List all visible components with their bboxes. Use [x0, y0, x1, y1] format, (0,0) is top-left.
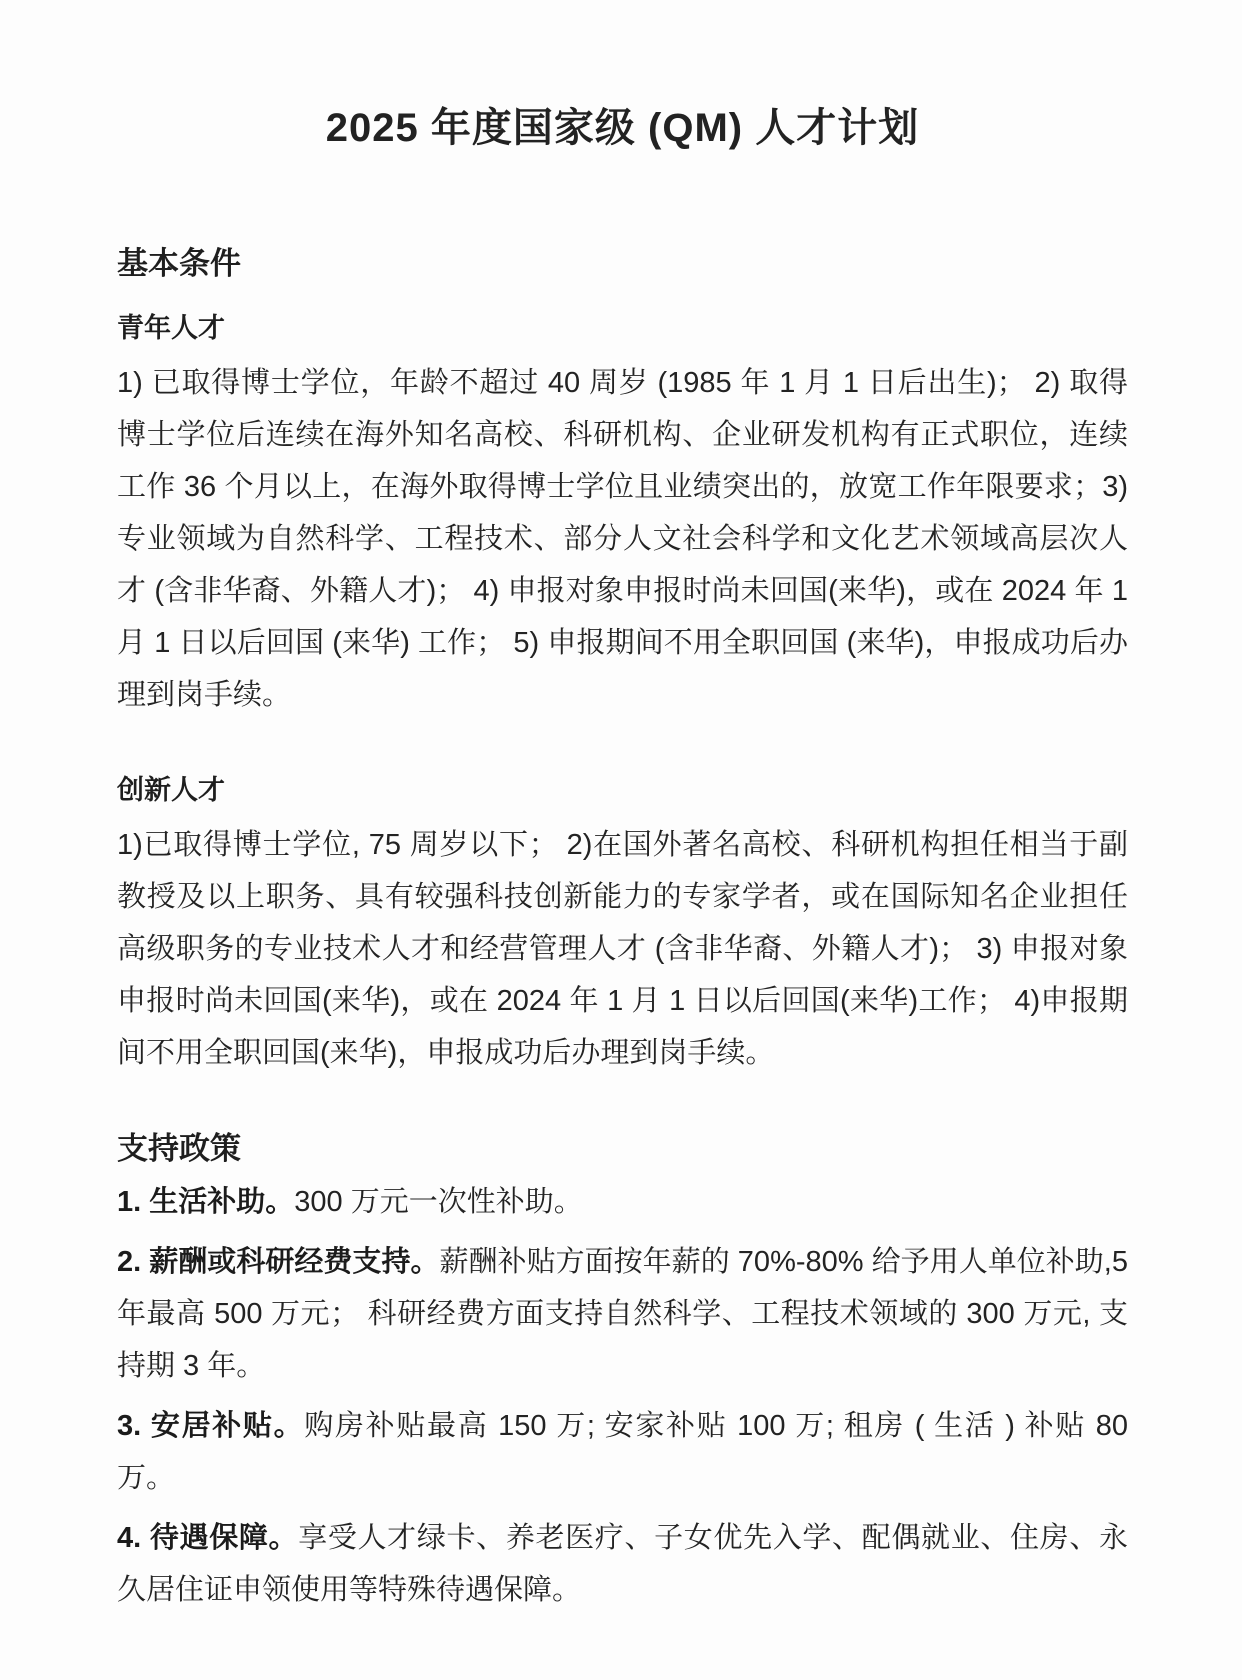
page-title: 2025 年度国家级 (QM) 人才计划: [325, 106, 920, 150]
policy-item-housing-subsidy: [117, 1400, 1128, 1504]
paragraph-innovation-talent: 1)已取得博士学位, 75 周岁以下； 2)在国外著名高校、科研机构担任相当于副教授及以上职务、具有较强科技创新能力的专家学者，或在国际知名企业担任高级职务的专业技术人才和经营管理人才 (含非华裔、外籍人才)； 3) 申报对象申报时尚未回国(来华)，或在 2024 年 1 月 1 日以后回国(来华)工作； 4)申报期间不用全职回国(来华)，申报成功后办理到岗手续。: [117, 829, 1128, 1069]
subsection-heading-innovation-talent: 创新人才: [117, 775, 225, 805]
paragraph-young-talent: 1) 已取得博士学位，年龄不超过 40 周岁 (1985 年 1 月 1 日后出生)； 2) 取得博士学位后连续在海外知名高校、科研机构、企业研发机构有正式职位，连续工作 36 个月以上，在海外取得博士学位且业绩突出的，放宽工作年限要求；3) 专业领域为自然科学、工程技术、部分人文社会科学和文化艺术领域高层次人才 (含非华裔、外籍人才)； 4) 申报对象申报时尚未回国(来华)，或在 2024 年 1 月 1 日以后回国 (来华) 工作； 5) 申报期间不用全职回国 (来华)，申报成功后办理到岗手续。: [117, 367, 1128, 711]
policy-item-text: 享受人才绿卡、养老医疗、子女优先入学、配偶就业、住房、永久居住证申领使用等特殊待遇保障。: [117, 1522, 1128, 1606]
document-page: [0, 104, 1242, 1680]
policy-item-label: 4. 待遇保障。: [117, 1522, 299, 1554]
policy-item-text: 购房补贴最高 150 万; 安家补贴 100 万; 租房 ( 生活 ) 补贴 80 万。: [117, 1410, 1128, 1494]
policy-item-label: 3. 安居补贴。: [117, 1410, 305, 1442]
policy-item-salary-research-support: [117, 1236, 1128, 1392]
policy-item-benefits-guarantee: [117, 1512, 1128, 1616]
subsection-heading-young-talent: 青年人才: [117, 313, 225, 343]
section-heading-support-policy: 支持政策: [117, 1131, 241, 1166]
policy-item-text: 300 万元一次性补助。: [294, 1186, 583, 1218]
policy-item-label: 2. 薪酬或科研经费支持。: [117, 1246, 440, 1278]
policy-item-living-subsidy: [117, 1176, 1128, 1228]
policy-item-text: 薪酬补贴方面按年薪的 70%-80% 给予用人单位补助,5 年最高 500 万元； 科研经费方面支持自然科学、工程技术领域的 300 万元, 支持期 3 年。: [117, 1246, 1128, 1382]
section-heading-basic-conditions: 基本条件: [117, 246, 241, 281]
policy-item-label: 1. 生活补助。: [117, 1186, 295, 1218]
